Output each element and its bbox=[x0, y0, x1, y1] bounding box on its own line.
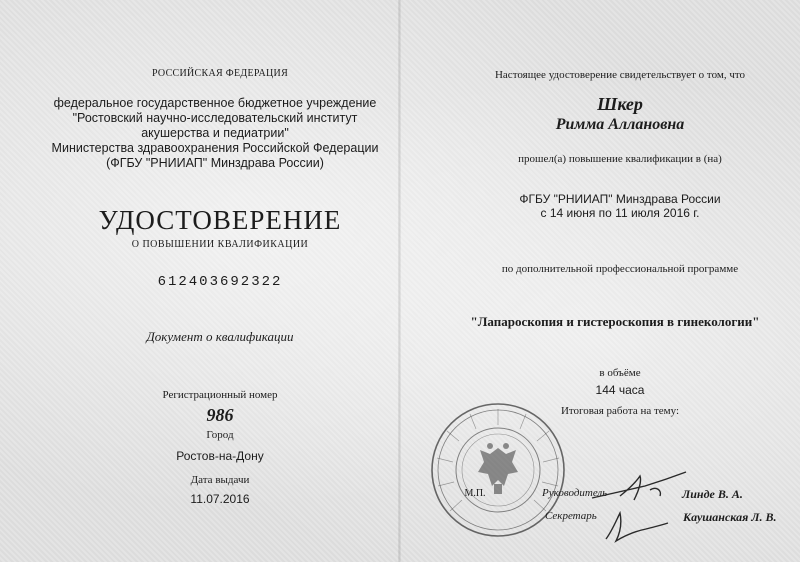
city-value: Ростов-на-Дону bbox=[176, 449, 264, 463]
registration-number: 986 bbox=[206, 405, 234, 425]
secretary-role-label: Секретарь bbox=[545, 510, 597, 522]
passed-text: прошел(а) повышение квалификации в (на) bbox=[518, 153, 722, 165]
secretary-signature bbox=[600, 505, 670, 545]
training-organization: ФГБУ "РНИИАП" Минздрава России bbox=[519, 192, 721, 206]
secretary-name: Каушанская Л. В. bbox=[683, 510, 777, 524]
institution-line-5: (ФГБУ "РНИИАП" Минздрава России) bbox=[106, 156, 324, 170]
issue-date-value: 11.07.2016 bbox=[190, 492, 250, 506]
registration-label: Регистрационный номер bbox=[162, 389, 278, 401]
institution-line-1: федеральное государственное бюджетное учреждение bbox=[53, 96, 377, 110]
document-subtitle: О ПОВЫШЕНИИ КВАЛИФИКАЦИИ bbox=[131, 239, 309, 250]
training-period: с 14 июня по 11 июля 2016 г. bbox=[540, 206, 700, 220]
issue-date-label: Дата выдачи bbox=[190, 474, 250, 486]
institution-line-3: акушерства и педиатрии" bbox=[141, 126, 289, 140]
volume-label: в объёме bbox=[599, 367, 641, 379]
head-role-label: Руководитель bbox=[542, 487, 608, 499]
institution-line-4: Министерства здравоохранения Российской Федерации bbox=[51, 141, 379, 155]
serial-number: 612403692322 bbox=[157, 274, 283, 290]
holder-surname: Шкер bbox=[597, 94, 643, 114]
head-name: Линде В. А. bbox=[682, 487, 743, 501]
document-title: УДОСТОВЕРЕНИЕ bbox=[98, 205, 342, 235]
document-type: Документ о квалификации bbox=[146, 329, 294, 344]
country-heading: РОССИЙСКАЯ ФЕДЕРАЦИЯ bbox=[151, 68, 289, 79]
seal-label: М.П. bbox=[464, 488, 486, 499]
program-title: "Лапароскопия и гистероскопия в гинекологии" bbox=[470, 314, 760, 329]
certifies-text: Настоящее удостоверение свидетельствует о том, что bbox=[494, 69, 746, 81]
head-signature bbox=[590, 468, 690, 508]
city-label: Город bbox=[206, 429, 234, 441]
institution-line-2: "Ростовский научно-исследовательский институт bbox=[72, 111, 358, 125]
program-label: по дополнительной профессиональной программе bbox=[501, 263, 739, 275]
page-fold bbox=[398, 0, 401, 562]
holder-given-names: Римма Аллановна bbox=[555, 116, 685, 133]
hours-value: 144 часа bbox=[595, 383, 645, 397]
final-work-label: Итоговая работа на тему: bbox=[560, 405, 680, 417]
